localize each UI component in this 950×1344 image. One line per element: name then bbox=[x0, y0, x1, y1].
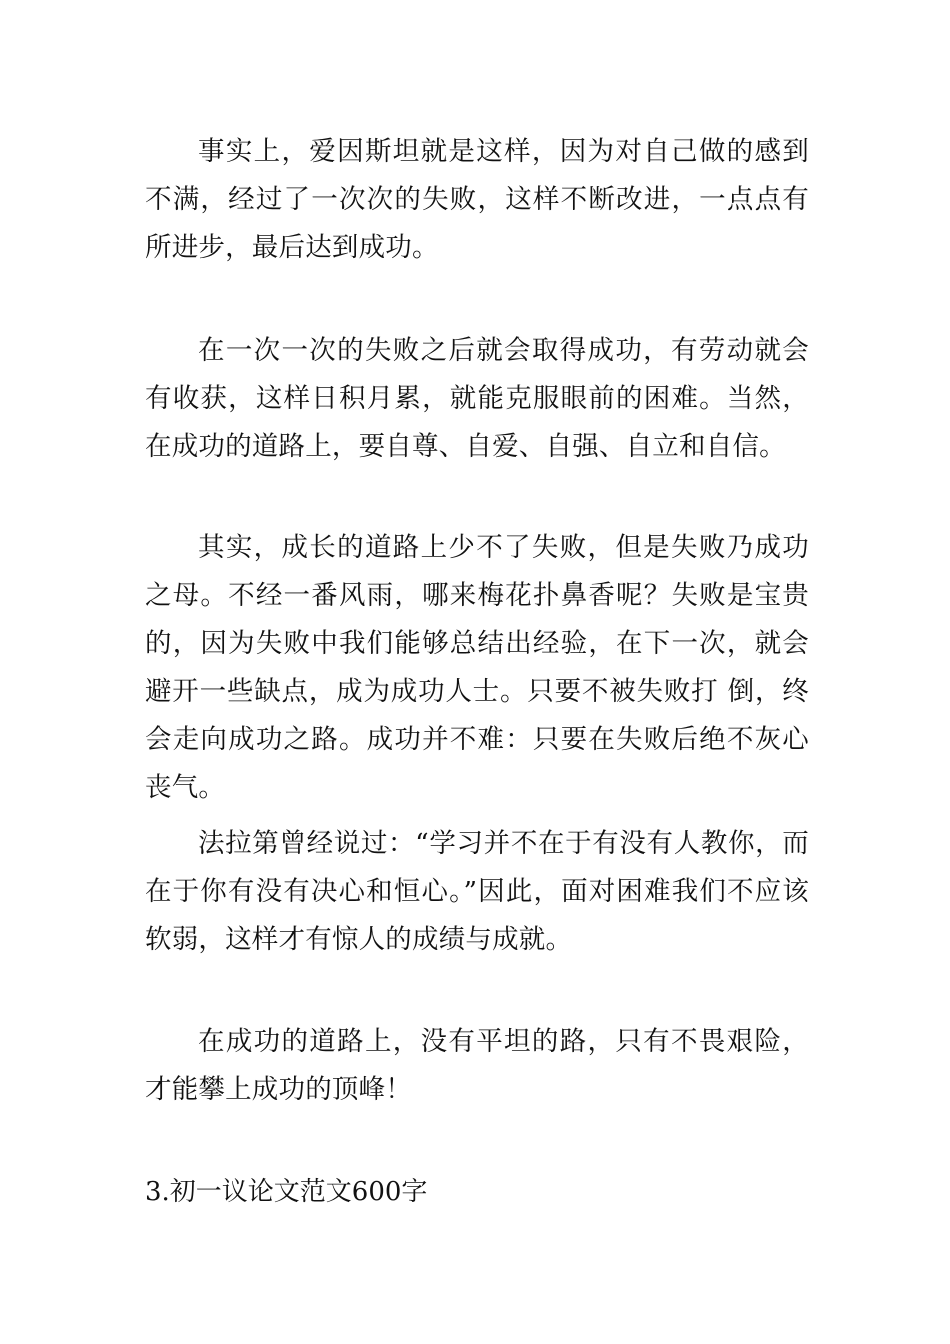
section-heading: 3.初一议论文范文600字 bbox=[145, 1177, 428, 1207]
paragraph-failure-mother-of-success: 其实，成长的道路上少不了失败，但是失败乃成功之母。不经一番风雨，哪来梅花扑鼻香呢？失败是宝贵的，因为失败中我们能够总结出经验，在下一次，就会避开一些缺点，成为成功人士。只要不被失败打 倒，终会走向成功之路。成功并不难：只要在失败后绝不灰心丧气。 bbox=[145, 532, 809, 803]
paragraph-success-after-failure: 在一次一次的失败之后就会取得成功，有劳动就会有收获，这样日积月累，就能克服眼前的困难。当然，在成功的道路上，要自尊、自爱、自强、自立和自信。 bbox=[145, 335, 809, 462]
paragraph-faraday-quote: 法拉第曾经说过：“学习并不在于有没有人教你，而在于你有没有决心和恒心。”因此，面对困难我们不应该软弱，这样才有惊人的成绩与成就。 bbox=[145, 828, 809, 955]
paragraph-einstein: 事实上，爱因斯坦就是这样，因为对自己做的感到不满，经过了一次次的失败，这样不断改进，一点点有所进步，最后达到成功。 bbox=[145, 136, 809, 263]
paragraph-summit: 在成功的道路上，没有平坦的路，只有不畏艰险，才能攀上成功的顶峰！ bbox=[145, 1026, 809, 1105]
